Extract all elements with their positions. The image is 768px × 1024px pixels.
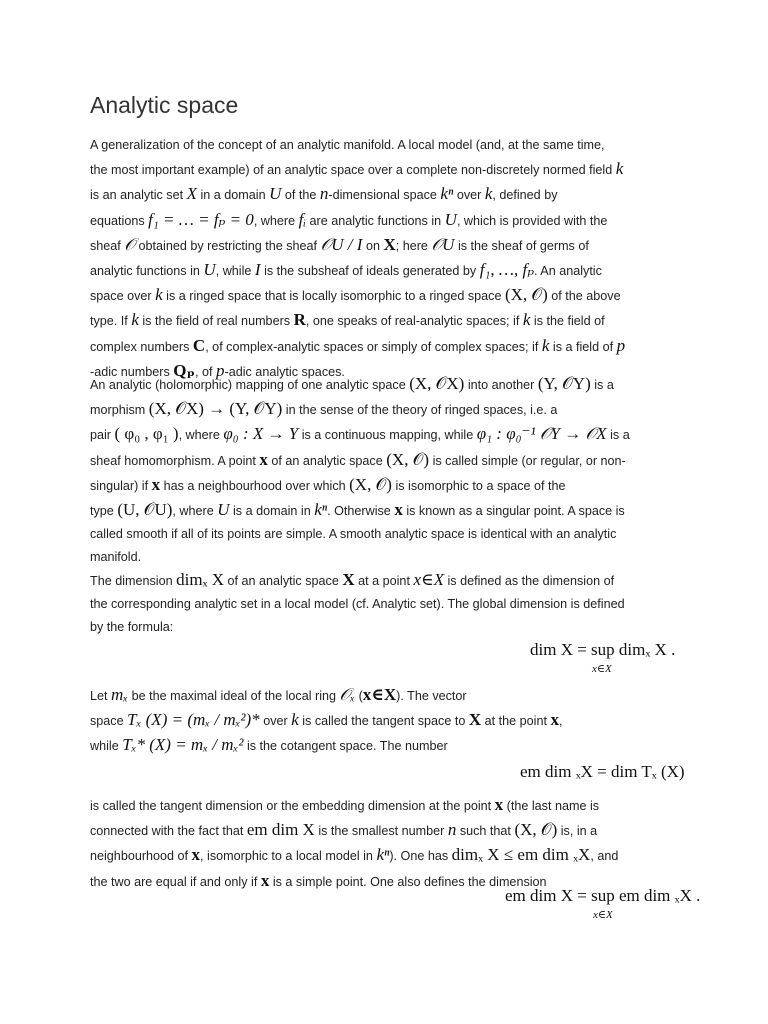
text-line: type. If k is the field of real numbers R, one speaks of real-analytic spaces; if k is the field of xyxy=(90,310,605,330)
text-line: manifold. xyxy=(90,550,142,565)
text-line: The dimension dimₓ X of an analytic space X at a point x∈X is defined as the dimension of xyxy=(90,570,615,589)
paragraph-tangent-space xyxy=(90,683,690,759)
text-line: An analytic (holomorphic) mapping of one analytic space (X, 𝒪X) into another (Y, 𝒪Y) is a xyxy=(90,374,614,393)
text-line: space over k is a ringed space that is locally isomorphic to a ringed space (X, 𝒪) of the above xyxy=(90,285,621,305)
text-line: is called the tangent dimension or the embedding dimension at the point x (the last name is xyxy=(90,795,600,814)
text-line: pair ( φ₀ , φ₁ ), where φ₀ : X → Y is a continuous mapping, while φ₁ : φ₀⁻¹ 𝒪Y → 𝒪X is a xyxy=(90,424,630,444)
text-line: sheaf 𝒪 obtained by restricting the sheaf 𝒪U / I on X; here 𝒪U is the sheaf of germs of xyxy=(90,234,589,254)
text-line: A generalization of the concept of an analytic manifold. A local model (and, at the same time, xyxy=(90,138,605,152)
text-line: type (U, 𝒪U), where U is a domain in kⁿ. Otherwise x is known as a singular point. A space is xyxy=(90,500,625,520)
text-line: the corresponding analytic set in a local model (cf. Analytic set). The global dimension is defined xyxy=(90,597,625,612)
text-line: space Tₓ (X) = (mₓ / mₓ²)* over k is called the tangent space to X at the point x, xyxy=(90,710,563,730)
text-line: sheaf homomorphism. A point x of an analytic space (X, 𝒪) is called simple (or regular, or non- xyxy=(90,449,626,469)
text-line: singular) if x has a neighbourhood over which (X, 𝒪) is isomorphic to a space of the xyxy=(90,474,566,494)
formula-dimension: dim X = sup dimₓ X . x∈X xyxy=(530,640,676,675)
formula-embedding-dimension: em dim ₓX = dim Tₓ (X) xyxy=(520,762,685,781)
text-line: complex numbers C, of complex-analytic spaces or simply of complex spaces; if k is a field of p xyxy=(90,335,626,355)
text-line: neighbourhood of x, isomorphic to a local model in kⁿ). One has dimₓ X ≤ em dim ₓX, and xyxy=(90,845,619,865)
paragraph-embedding xyxy=(90,793,690,894)
text-line: called smooth if all of its points are simple. A smooth analytic space is identical with an analytic xyxy=(90,527,617,542)
text-line: analytic functions in U, while I is the subsheaf of ideals generated by f₁, …, fₚ. An analytic xyxy=(90,260,602,280)
page-title: Analytic space xyxy=(90,92,239,118)
text-line: -adic numbers Qₚ, of p-adic analytic spaces. xyxy=(90,360,345,380)
text-line: is an analytic set X in a domain U of the n-dimensional space kⁿ over k, defined by xyxy=(90,184,558,204)
paragraph-dimension xyxy=(90,568,690,640)
paragraph-mapping xyxy=(90,372,690,570)
text-line: morphism (X, 𝒪X) → (Y, 𝒪Y) in the sense of the theory of ringed spaces, i.e. a xyxy=(90,399,558,419)
text-line: equations f₁ = … = fₚ = 0, where fᵢ are analytic functions in U, which is provided with the xyxy=(90,209,608,229)
text-line: by the formula: xyxy=(90,620,174,635)
text-line: connected with the fact that em dim X is the smallest number n such that (X, 𝒪) is, in a xyxy=(90,820,598,840)
text-line: the most important example) of an analytic space over a complete non-discretely normed field k xyxy=(90,159,624,179)
paragraph-intro xyxy=(90,134,690,384)
formula-embedding-dimension-global: em dim X = sup em dim ₓX . x∈X xyxy=(505,886,701,921)
text-line: while Tₓ* (X) = mₓ / mₓ² is the cotangent space. The number xyxy=(90,735,448,755)
text-line: the two are equal if and only if x is a simple point. One also defines the dimension xyxy=(90,870,547,890)
text-line: Let mₓ be the maximal ideal of the local ring 𝒪ₓ (x∈X). The vector xyxy=(90,685,467,704)
